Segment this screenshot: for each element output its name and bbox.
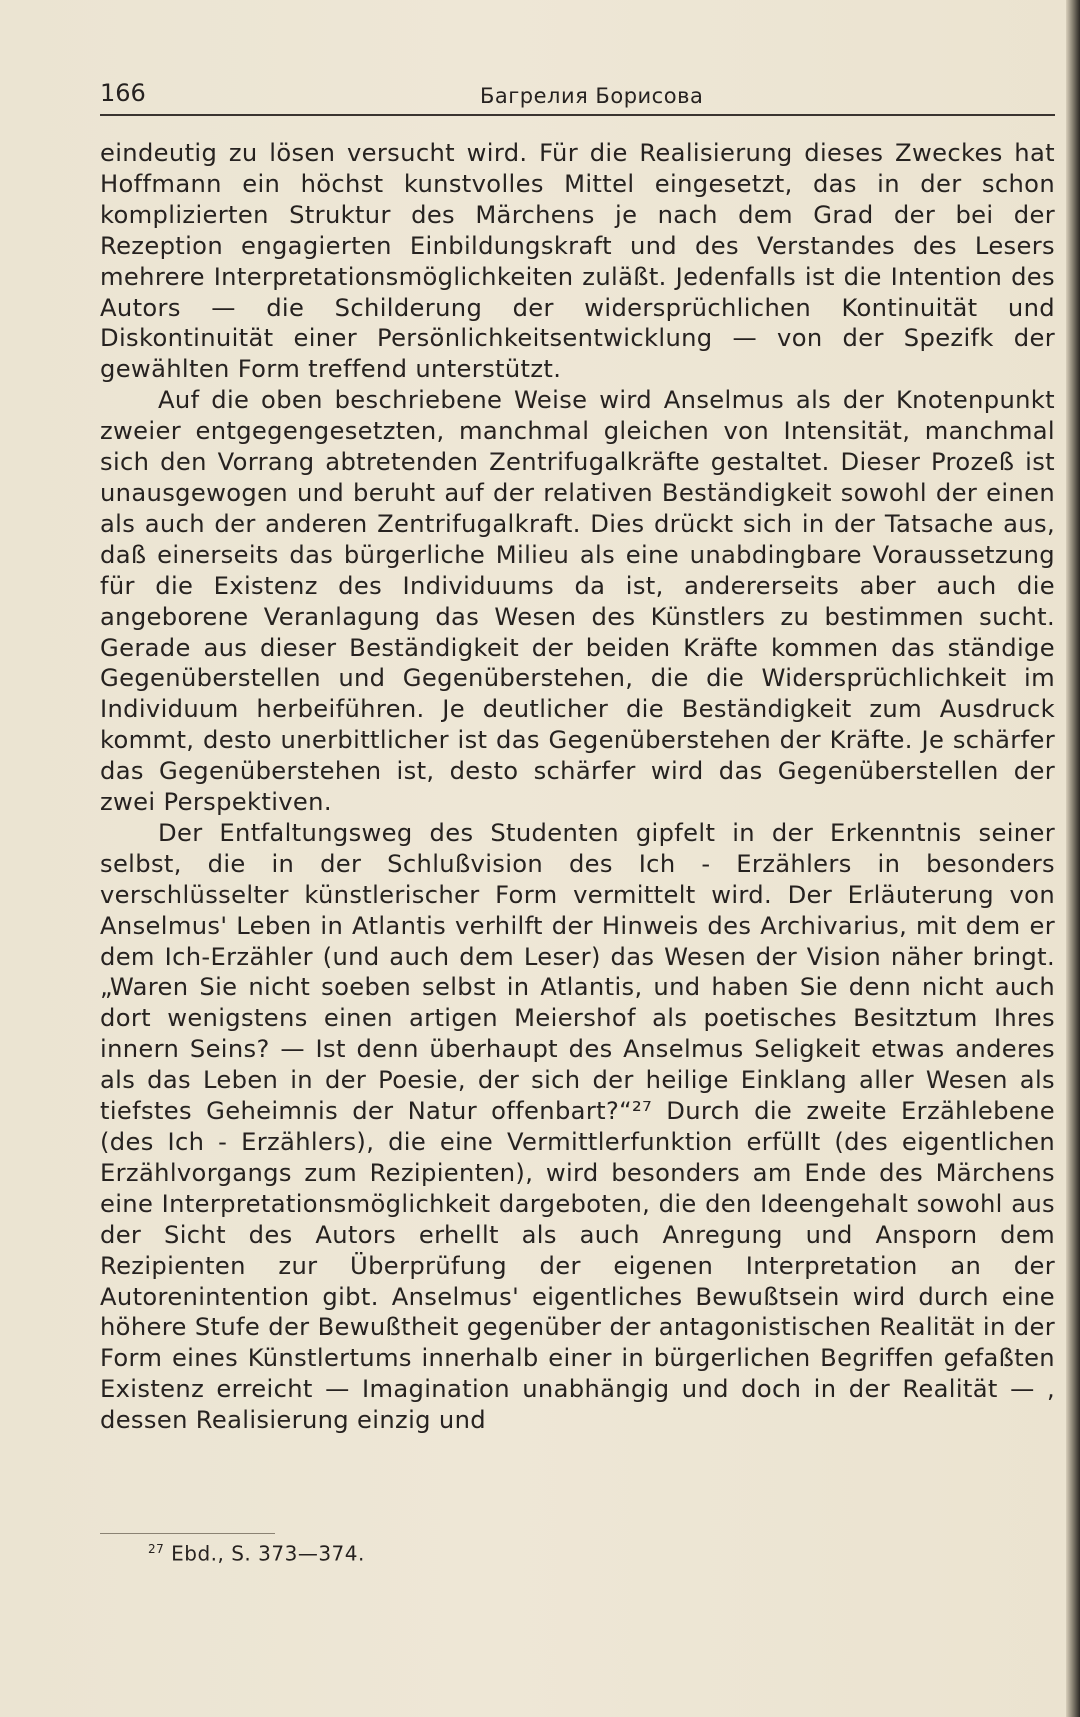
page-number: 166 — [100, 79, 146, 107]
footnote-marker: 27 — [148, 1542, 165, 1556]
running-head: Багрелия Борисова — [480, 84, 704, 108]
page-edge-shadow — [1066, 0, 1080, 1717]
footnote-text: Ebd., S. 373—374. — [171, 1541, 365, 1566]
paragraph-2: Auf die oben beschriebene Weise wird Anselmus als der Knotenpunkt zweier entgegengesetzten, manchmal gleichen von Intensität, manchmal sich den Vorrang abtretenden Zentrifugalkräfte gestaltet. Dieser Prozeß ist unausgewogen und beruht auf der relativen Beständigkeit sowohl der einen als auch der anderen Zentrifugalkraft. Dies drückt sich in der Tatsache aus, daß einerseits das bürgerliche Milieu als eine unabdingbare Voraussetzung für die Existenz des Individuums da ist, andererseits aber auch die angeborene Veranlagung das Wesen des Künstlers zu bestimmen sucht. Gerade aus dieser Beständigkeit der beiden Kräfte kommen das ständige Gegenüberstellen und Gegenüberstehen, die die Widersprüchlichkeit im Individuum herbeiführen. Je deutlicher die Beständigkeit zum Ausdruck kommt, desto unerbittlicher ist das Gegenüberstehen der Kräfte. Je schärfer das Gegenüberstehen ist, desto schärfer wird das Gegenüberstellen der zwei Perspektiven. — [100, 386, 1055, 817]
page-header — [100, 78, 1055, 116]
paragraph-3: Der Entfaltungsweg des Studenten gipfelt in der Erkenntnis seiner selbst, die in der Schlußvision des Ich - Erzählers in besonders verschlüsselter künstlerischer Form vermittelt wird. Der Erläuterung von Anselmus' Leben in Atlantis verhilft der Hinweis des Archivarius, mit dem er dem Ich-Erzähler (und auch dem Leser) das Wesen der Vision näher bringt. „Waren Sie nicht soeben selbst in Atlantis, und haben Sie denn nicht auch dort wenigstens einen artigen Meiershof als poetisches Besitztum Ihres innern Seins? — Ist denn überhaupt des Anselmus Seligkeit etwas anderes als das Leben in der Poesie, der sich der heilige Einklang aller Wesen als tiefstes Geheimnis der Natur offenbart?“²⁷ Durch die zweite Erzählebene (des Ich - Erzählers), die eine Vermittlerfunktion erfüllt (des eigentlichen Erzählvorgangs zum Rezipienten), wird besonders am Ende des Märchens eine Interpretationsmöglichkeit dargeboten, die den Ideengehalt sowohl aus der Sicht des Autors erhellt als auch Anregung und Ansporn dem Rezipienten zur Überprüfung der eigenen Interpretation an der Autorenintention gibt. Anselmus' eigentliches Bewußtsein wird durch eine höhere Stufe der Bewußtheit gegenüber der antagonistischen Realität in der Form eines Künstlertums innerhalb einer in bürgerlichen Begriffen gefaßten Existenz erreicht — Imagination unabhängig und doch in der Realität — , dessen Realisierung einzig und — [100, 818, 1055, 1435]
footnote-divider — [100, 1533, 275, 1534]
body-text — [100, 138, 1055, 1436]
paragraph-1: eindeutig zu lösen versucht wird. Für die Realisierung dieses Zweckes hat Hoffmann ein höchst kunstvolles Mittel eingesetzt, das in der schon komplizierten Struktur des Märchens je nach dem Grad der bei der Rezeption engagierten Einbildungskraft und des Verstandes des Lesers mehrere Interpretationsmöglichkeiten zuläßt. Jedenfalls ist die Intention des Autors — die Schilderung der widersprüchlichen Kontinuität und Diskontinuität einer Persönlichkeitsentwicklung — von der Spezifk der gewählten Form treffend unterstützt. — [100, 139, 1055, 384]
footnote — [148, 1536, 365, 1567]
